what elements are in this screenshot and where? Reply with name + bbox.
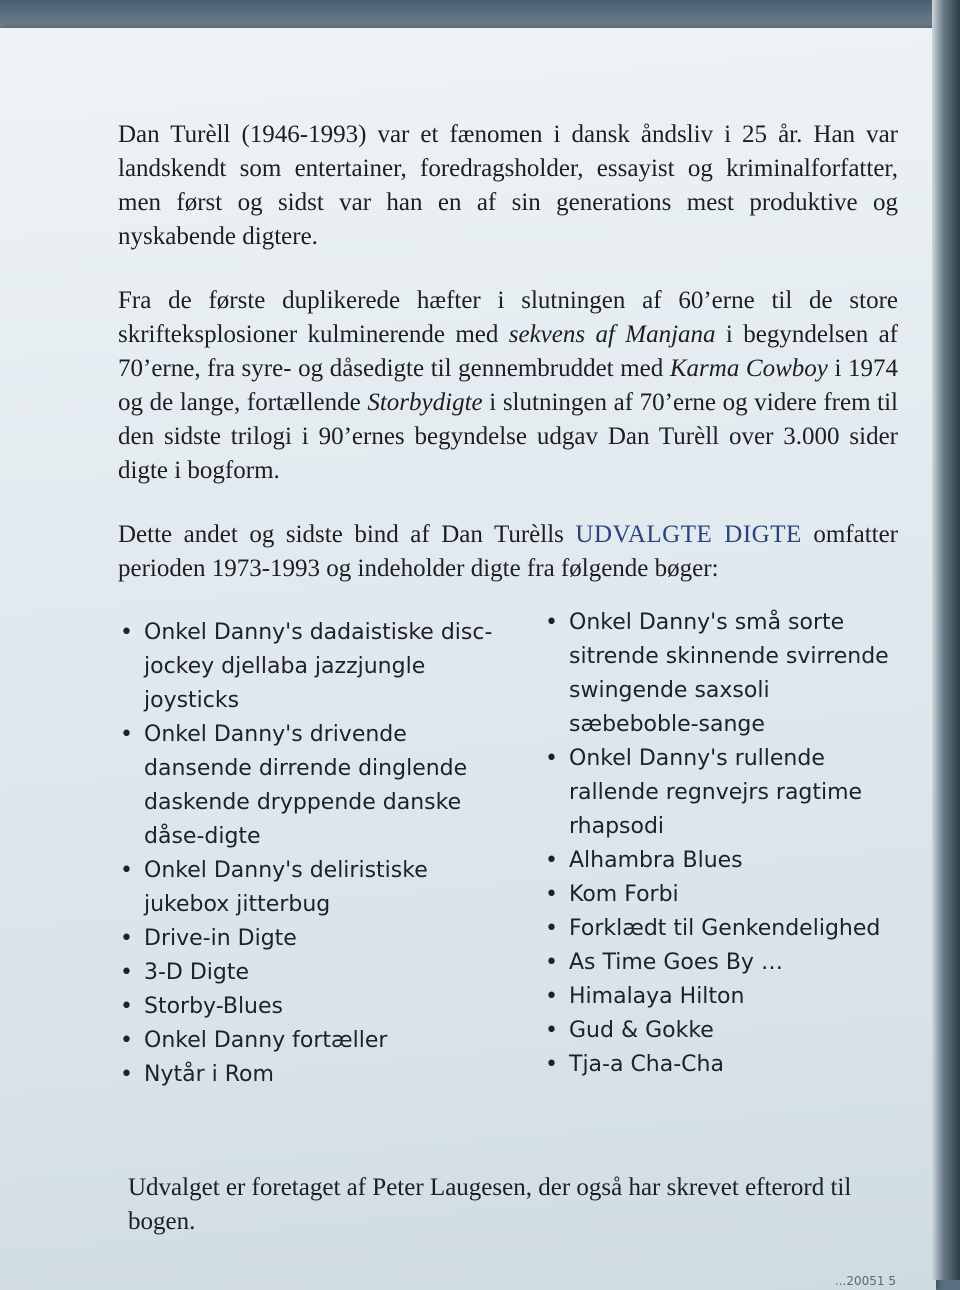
book-list-item bbox=[118, 1024, 518, 1058]
bullet-icon: • bbox=[545, 950, 558, 975]
book-back-cover bbox=[0, 28, 936, 1290]
book-list-item bbox=[543, 1014, 903, 1048]
book-title: Forklædt til Genkendelighed bbox=[569, 916, 881, 941]
blurb-text bbox=[118, 118, 899, 1087]
book-title: Onkel Danny fortæller bbox=[144, 1028, 388, 1053]
book-list-item bbox=[543, 742, 903, 844]
volume-paragraph bbox=[118, 518, 898, 586]
bullet-icon: • bbox=[545, 1052, 558, 1077]
book-title: Storby-Blues bbox=[144, 994, 283, 1019]
book-list-item bbox=[118, 854, 518, 922]
intro-paragraph: Dan Turèll (1946-1993) var et fænomen i dansk åndsliv i 25 år. Han var landskendt som entertainer, foredragsholder, essayist og kriminalforfatter, men først og sidst var han en af sin generations mest produktive og nyskabende digtere. bbox=[118, 121, 898, 250]
bullet-icon: • bbox=[545, 984, 558, 1009]
history-paragraph bbox=[118, 284, 898, 488]
volume-text-2: omfatter perioden 1973-1993 og indeholder digte fra følgende bøger: bbox=[118, 521, 899, 582]
bullet-icon: • bbox=[120, 960, 133, 985]
book-list-item bbox=[543, 1048, 903, 1082]
book-title: Tja-a Cha-Cha bbox=[569, 1052, 724, 1077]
book-list-item bbox=[118, 1058, 518, 1092]
book-list-item bbox=[118, 922, 518, 956]
book-title: Alhambra Blues bbox=[569, 848, 743, 873]
bullet-icon: • bbox=[120, 1062, 133, 1087]
title-sekvens: sekvens af Manjana bbox=[508, 321, 716, 348]
bullet-icon: • bbox=[120, 858, 133, 883]
book-title: Onkel Danny's deliristiske jukebox jitterbug bbox=[144, 858, 428, 917]
book-title: Drive-in Digte bbox=[144, 926, 297, 951]
book-list-item bbox=[543, 980, 903, 1014]
book-list-item bbox=[543, 912, 903, 946]
bullet-icon: • bbox=[120, 722, 133, 747]
book-list-item bbox=[543, 878, 903, 912]
book-title: 3-D Digte bbox=[144, 960, 250, 985]
book-title: Onkel Danny's dadaistiske disc-jockey djellaba jazzjungle joysticks bbox=[144, 620, 493, 713]
book-list-item bbox=[118, 718, 518, 854]
book-list-item bbox=[118, 990, 518, 1024]
book-list bbox=[118, 610, 898, 1087]
book-list-item bbox=[543, 844, 903, 878]
book-title: Onkel Danny's drivende dansende dirrende dinglende daskende dryppende danske dåse-digte bbox=[144, 722, 468, 849]
book-title: Nytår i Rom bbox=[144, 1062, 274, 1087]
book-list-right bbox=[543, 606, 903, 1082]
book-list-item bbox=[118, 956, 518, 990]
bullet-icon: • bbox=[120, 1028, 133, 1053]
book-list-item bbox=[543, 946, 903, 980]
book-title: Onkel Danny's små sorte sitrende skinnende svirrende swingende saxsoli sæbeboble-sange bbox=[569, 610, 889, 737]
book-title: Himalaya Hilton bbox=[569, 984, 745, 1009]
book-list-item bbox=[543, 606, 903, 742]
bullet-icon: • bbox=[545, 916, 558, 941]
bullet-icon: • bbox=[545, 746, 558, 771]
history-text-1: Fra de første duplikerede hæfter i slutningen af 60’erne til de store skrifteksplosioner kulminerende med bbox=[118, 287, 898, 348]
book-spine-edge bbox=[932, 0, 960, 1280]
bullet-icon: • bbox=[545, 882, 558, 907]
closing-paragraph: Udvalget er foretaget af Peter Laugesen, der også har skrevet efterord til bogen. bbox=[128, 1174, 852, 1235]
history-text-3: i 1974 og de lange, fortællende bbox=[118, 355, 898, 416]
bullet-icon: • bbox=[545, 610, 558, 635]
book-title-highlight: UDVALGTE DIGTE bbox=[575, 521, 802, 548]
book-list-left bbox=[118, 616, 518, 1092]
history-text-4: i slutningen af 70’erne og videre frem til den sidste trilogi i 90’ernes begyndelse udgav Dan Turèll over 3.000 sider digte i bogform. bbox=[118, 389, 899, 484]
book-title: Gud & Gokke bbox=[569, 1018, 714, 1043]
book-title: As Time Goes By … bbox=[569, 950, 783, 975]
bullet-icon: • bbox=[120, 620, 133, 645]
bullet-icon: • bbox=[545, 1018, 558, 1043]
title-storbydigte: Storbydigte bbox=[367, 389, 483, 416]
history-text-2: i begyndelsen af 70’erne, fra syre- og dåsedigte til gennembruddet med bbox=[118, 321, 899, 382]
bullet-icon: • bbox=[120, 994, 133, 1019]
title-karma-cowboy: Karma Cowboy bbox=[669, 355, 828, 382]
volume-text-1: Dette andet og sidste bind af Dan Turèlls bbox=[118, 521, 576, 548]
book-title: Kom Forbi bbox=[569, 882, 679, 907]
book-title: Onkel Danny's rullende rallende regnvejrs ragtime rhapsodi bbox=[569, 746, 863, 839]
bullet-icon: • bbox=[545, 848, 558, 873]
isbn-fragment: ...20051 5 bbox=[834, 1274, 896, 1288]
bullet-icon: • bbox=[120, 926, 133, 951]
book-list-item bbox=[118, 616, 518, 718]
